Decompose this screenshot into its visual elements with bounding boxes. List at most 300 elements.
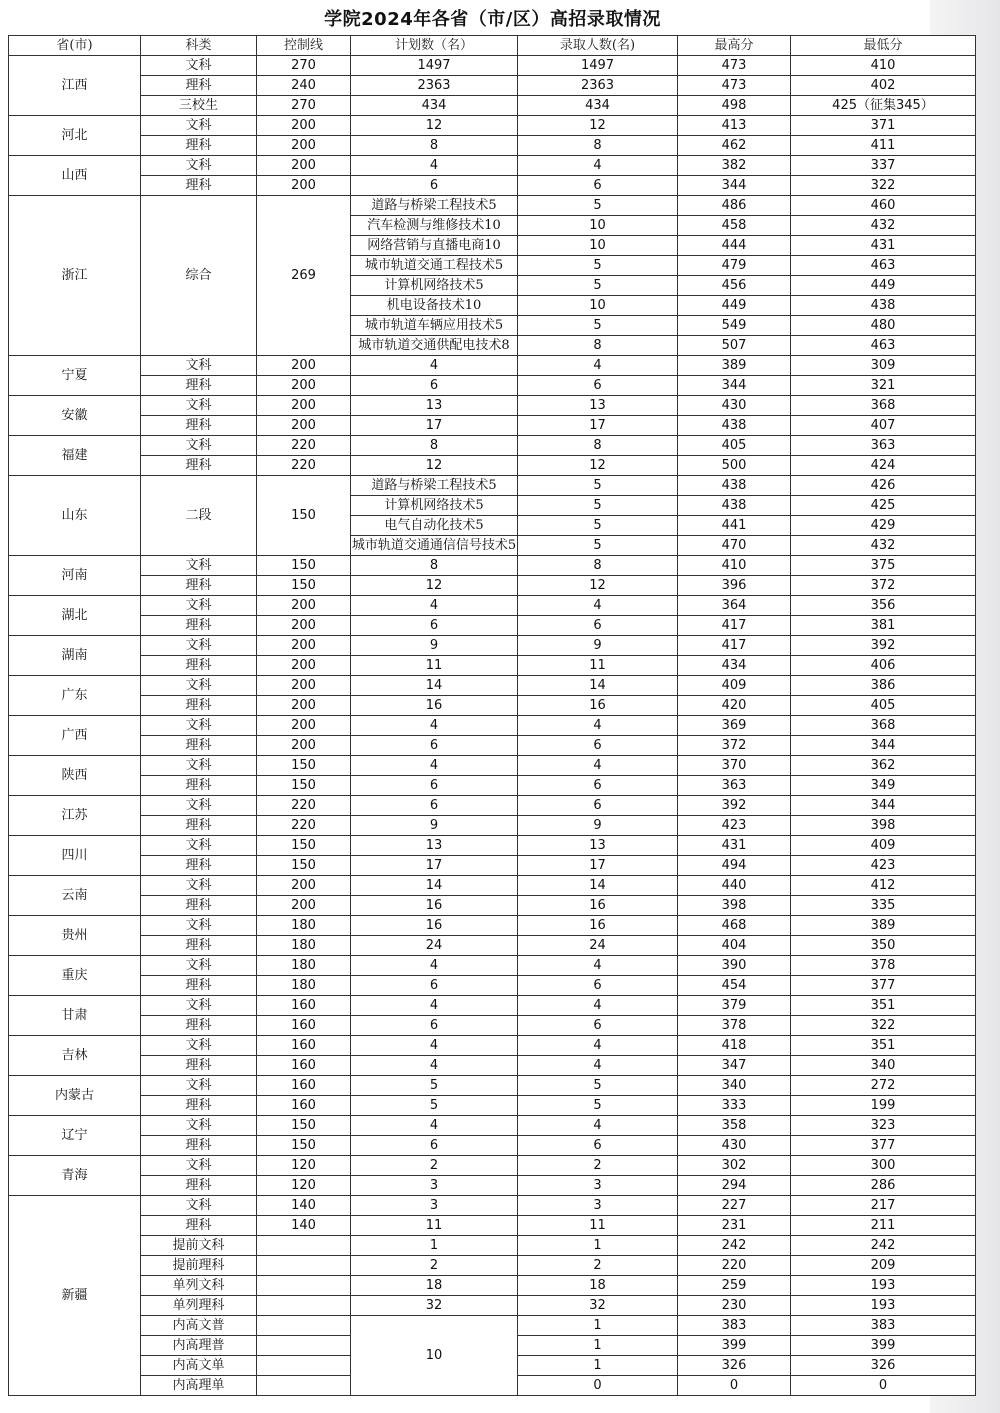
table-row: [9, 176, 976, 196]
min-score-cell: 402: [791, 76, 976, 96]
control-line-cell: 180: [257, 916, 351, 936]
admitted-cell: 8: [518, 436, 678, 456]
table-row: [9, 1136, 976, 1156]
province-name: 山东: [9, 476, 141, 556]
min-score-cell: 438: [791, 296, 976, 316]
table-row: [9, 616, 976, 636]
admitted-cell: 5: [518, 516, 678, 536]
max-score-cell: 389: [678, 356, 791, 376]
category-cell: 理科: [141, 816, 257, 836]
max-score-cell: 473: [678, 56, 791, 76]
province-name: 山西: [9, 156, 141, 196]
control-line-cell: 180: [257, 976, 351, 996]
admitted-cell: 5: [518, 276, 678, 296]
plan-cell: 9: [351, 636, 518, 656]
table-row: [9, 596, 976, 616]
category-cell: 理科: [141, 1096, 257, 1116]
control-line-cell: [257, 1376, 351, 1396]
min-score-cell: 356: [791, 596, 976, 616]
table-row: [9, 356, 976, 376]
plan-cell: 32: [351, 1296, 518, 1316]
max-score-cell: 430: [678, 1136, 791, 1156]
control-line-cell: 220: [257, 456, 351, 476]
plan-cell: 13: [351, 836, 518, 856]
major-name-cell: 机电设备技术10: [351, 296, 518, 316]
min-score-cell: 193: [791, 1276, 976, 1296]
table-row: [9, 996, 976, 1016]
max-score-cell: 0: [678, 1376, 791, 1396]
admitted-cell: 4: [518, 716, 678, 736]
admitted-cell: 6: [518, 736, 678, 756]
major-name-cell: 电气自动化技术5: [351, 516, 518, 536]
admitted-cell: 14: [518, 876, 678, 896]
max-score-cell: 438: [678, 496, 791, 516]
col-header-min-score: 最低分: [791, 36, 976, 56]
plan-cell: 12: [351, 116, 518, 136]
table-row: [9, 1016, 976, 1036]
table-row: [9, 1216, 976, 1236]
control-line-cell: 200: [257, 696, 351, 716]
table-row: [9, 656, 976, 676]
table-row: [9, 156, 976, 176]
admitted-cell: 6: [518, 1136, 678, 1156]
category-cell: 文科: [141, 1196, 257, 1216]
plan-cell: 3: [351, 1176, 518, 1196]
admitted-cell: 5: [518, 476, 678, 496]
min-score-cell: 323: [791, 1116, 976, 1136]
plan-cell: 6: [351, 616, 518, 636]
max-score-cell: 434: [678, 656, 791, 676]
admitted-cell: 18: [518, 1276, 678, 1296]
province-name: 云南: [9, 876, 141, 916]
province-name: 四川: [9, 836, 141, 876]
admitted-cell: 5: [518, 496, 678, 516]
control-line-cell: 200: [257, 676, 351, 696]
category-cell: 文科: [141, 1076, 257, 1096]
admitted-cell: 16: [518, 696, 678, 716]
table-row: [9, 136, 976, 156]
category-cell: 文科: [141, 756, 257, 776]
min-score-cell: 426: [791, 476, 976, 496]
admitted-cell: 12: [518, 576, 678, 596]
admitted-cell: 5: [518, 1076, 678, 1096]
table-row: [9, 1316, 976, 1336]
plan-cell: 16: [351, 916, 518, 936]
max-score-cell: 409: [678, 676, 791, 696]
control-line-cell: [257, 1316, 351, 1336]
plan-cell: 4: [351, 1056, 518, 1076]
max-score-cell: 358: [678, 1116, 791, 1136]
admitted-cell: 3: [518, 1176, 678, 1196]
major-name-cell: 道路与桥梁工程技术5: [351, 196, 518, 216]
category-cell: 文科: [141, 56, 257, 76]
col-header-category: 科类: [141, 36, 257, 56]
min-score-cell: 460: [791, 196, 976, 216]
control-line-cell: 200: [257, 136, 351, 156]
plan-cell: 24: [351, 936, 518, 956]
min-score-cell: 432: [791, 536, 976, 556]
category-cell: 文科: [141, 396, 257, 416]
province-name: 湖北: [9, 596, 141, 636]
province-name: 河北: [9, 116, 141, 156]
min-score-cell: 335: [791, 896, 976, 916]
max-score-cell: 470: [678, 536, 791, 556]
admitted-cell: 5: [518, 196, 678, 216]
max-score-cell: 369: [678, 716, 791, 736]
province-name: 福建: [9, 436, 141, 476]
control-line-cell: 270: [257, 56, 351, 76]
table-row: [9, 936, 976, 956]
max-score-cell: 396: [678, 576, 791, 596]
category-cell: 内高文单: [141, 1356, 257, 1376]
max-score-cell: 242: [678, 1236, 791, 1256]
admitted-cell: 4: [518, 596, 678, 616]
province-name: 甘肃: [9, 996, 141, 1036]
max-score-cell: 220: [678, 1256, 791, 1276]
min-score-cell: 209: [791, 1256, 976, 1276]
plan-cell: 5: [351, 1076, 518, 1096]
admitted-cell: 6: [518, 976, 678, 996]
category-cell: 文科: [141, 436, 257, 456]
table-row: [9, 1096, 976, 1116]
admitted-cell: 1: [518, 1356, 678, 1376]
category-cell: 文科: [141, 996, 257, 1016]
admitted-cell: 24: [518, 936, 678, 956]
min-score-cell: 480: [791, 316, 976, 336]
max-score-cell: 390: [678, 956, 791, 976]
table-row: [9, 436, 976, 456]
control-line-cell: 270: [257, 96, 351, 116]
admitted-cell: 12: [518, 456, 678, 476]
control-line-cell: 150: [257, 756, 351, 776]
max-score-cell: 378: [678, 1016, 791, 1036]
admitted-cell: 16: [518, 896, 678, 916]
min-score-cell: 425: [791, 496, 976, 516]
max-score-cell: 410: [678, 556, 791, 576]
max-score-cell: 370: [678, 756, 791, 776]
max-score-cell: 458: [678, 216, 791, 236]
admitted-cell: 13: [518, 396, 678, 416]
admitted-cell: 10: [518, 216, 678, 236]
max-score-cell: 430: [678, 396, 791, 416]
plan-cell: 6: [351, 736, 518, 756]
max-score-cell: 420: [678, 696, 791, 716]
control-line-cell: [257, 1236, 351, 1256]
category-cell: 文科: [141, 916, 257, 936]
plan-cell: 18: [351, 1276, 518, 1296]
col-header-province: 省(市): [9, 36, 141, 56]
admitted-cell: 4: [518, 1036, 678, 1056]
control-line-cell: 200: [257, 616, 351, 636]
min-score-cell: 309: [791, 356, 976, 376]
max-score-cell: 438: [678, 476, 791, 496]
province-name: 新疆: [9, 1196, 141, 1396]
province-name: 宁夏: [9, 356, 141, 396]
max-score-cell: 230: [678, 1296, 791, 1316]
admitted-cell: 9: [518, 636, 678, 656]
admitted-cell: 11: [518, 656, 678, 676]
max-score-cell: 468: [678, 916, 791, 936]
max-score-cell: 438: [678, 416, 791, 436]
max-score-cell: 500: [678, 456, 791, 476]
control-line-cell: 200: [257, 596, 351, 616]
control-line-cell: 160: [257, 996, 351, 1016]
plan-cell: 8: [351, 136, 518, 156]
min-score-cell: 386: [791, 676, 976, 696]
control-line-cell: 160: [257, 1036, 351, 1056]
min-score-cell: 372: [791, 576, 976, 596]
control-line-cell: 140: [257, 1196, 351, 1216]
control-line-cell: 160: [257, 1096, 351, 1116]
min-score-cell: 272: [791, 1076, 976, 1096]
admitted-cell: 6: [518, 776, 678, 796]
admitted-cell: 5: [518, 1096, 678, 1116]
max-score-cell: 454: [678, 976, 791, 996]
control-line-cell: [257, 1336, 351, 1356]
admitted-cell: 6: [518, 796, 678, 816]
plan-cell: 4: [351, 756, 518, 776]
admitted-cell: 1497: [518, 56, 678, 76]
table-row: [9, 916, 976, 936]
control-line-cell: 200: [257, 356, 351, 376]
min-score-cell: 424: [791, 456, 976, 476]
min-score-cell: 399: [791, 1336, 976, 1356]
table-row: [9, 196, 976, 216]
plan-cell: 13: [351, 396, 518, 416]
min-score-cell: 351: [791, 996, 976, 1016]
control-line-cell: 200: [257, 636, 351, 656]
min-score-cell: 375: [791, 556, 976, 576]
plan-cell: 12: [351, 576, 518, 596]
category-cell: 文科: [141, 716, 257, 736]
plan-cell: 17: [351, 416, 518, 436]
control-line-cell: [257, 1276, 351, 1296]
min-score-cell: 410: [791, 56, 976, 76]
plan-cell: 12: [351, 456, 518, 476]
control-line-cell: 150: [257, 836, 351, 856]
category-cell: 理科: [141, 936, 257, 956]
min-score-cell: 407: [791, 416, 976, 436]
min-score-cell: 377: [791, 1136, 976, 1156]
table-row: [9, 876, 976, 896]
max-score-cell: 441: [678, 516, 791, 536]
control-line-cell: 240: [257, 76, 351, 96]
min-score-cell: 398: [791, 816, 976, 836]
plan-cell: 1497: [351, 56, 518, 76]
plan-cell: 4: [351, 716, 518, 736]
category-cell: 理科: [141, 76, 257, 96]
table-row: [9, 456, 976, 476]
min-score-cell: 326: [791, 1356, 976, 1376]
major-name-cell: 计算机网络技术5: [351, 276, 518, 296]
category-cell: 理科: [141, 1056, 257, 1076]
admitted-cell: 4: [518, 996, 678, 1016]
min-score-cell: 378: [791, 956, 976, 976]
control-line-cell: 160: [257, 1076, 351, 1096]
plan-cell: 17: [351, 856, 518, 876]
admitted-cell: 17: [518, 416, 678, 436]
table-row: [9, 416, 976, 436]
admitted-cell: 5: [518, 256, 678, 276]
plan-cell: 10: [351, 1316, 518, 1396]
min-score-cell: 199: [791, 1096, 976, 1116]
category-cell: 文科: [141, 356, 257, 376]
max-score-cell: 392: [678, 796, 791, 816]
control-line-cell: 200: [257, 416, 351, 436]
category-cell: 提前文科: [141, 1236, 257, 1256]
max-score-cell: 449: [678, 296, 791, 316]
category-cell: 文科: [141, 1036, 257, 1056]
min-score-cell: 286: [791, 1176, 976, 1196]
table-row: [9, 376, 976, 396]
category-cell: 单列文科: [141, 1276, 257, 1296]
control-line-cell: 150: [257, 856, 351, 876]
major-name-cell: 计算机网络技术5: [351, 496, 518, 516]
min-score-cell: 432: [791, 216, 976, 236]
major-name-cell: 汽车检测与维修技术10: [351, 216, 518, 236]
admitted-cell: 434: [518, 96, 678, 116]
table-row: [9, 856, 976, 876]
category-cell: 二段: [141, 476, 257, 556]
min-score-cell: 368: [791, 716, 976, 736]
plan-cell: 8: [351, 556, 518, 576]
category-cell: 文科: [141, 1116, 257, 1136]
table-row: [9, 1296, 976, 1316]
table-row: [9, 1076, 976, 1096]
admitted-cell: 6: [518, 376, 678, 396]
plan-cell: 11: [351, 656, 518, 676]
plan-cell: 2: [351, 1256, 518, 1276]
category-cell: 文科: [141, 876, 257, 896]
major-name-cell: 城市轨道交通通信信号技术5: [351, 536, 518, 556]
category-cell: 内高理单: [141, 1376, 257, 1396]
province-name: 广东: [9, 676, 141, 716]
control-line-cell: 150: [257, 476, 351, 556]
col-header-control-line: 控制线: [257, 36, 351, 56]
admitted-cell: 2: [518, 1156, 678, 1176]
table-row: [9, 1176, 976, 1196]
admitted-cell: 4: [518, 1116, 678, 1136]
control-line-cell: [257, 1296, 351, 1316]
min-score-cell: 377: [791, 976, 976, 996]
plan-cell: 434: [351, 96, 518, 116]
major-name-cell: 城市轨道交通供配电技术8: [351, 336, 518, 356]
category-cell: 理科: [141, 376, 257, 396]
plan-cell: 4: [351, 1116, 518, 1136]
plan-cell: 6: [351, 776, 518, 796]
control-line-cell: 200: [257, 656, 351, 676]
plan-cell: 9: [351, 816, 518, 836]
max-score-cell: 549: [678, 316, 791, 336]
min-score-cell: 351: [791, 1036, 976, 1056]
plan-cell: 6: [351, 1136, 518, 1156]
control-line-cell: 150: [257, 1136, 351, 1156]
max-score-cell: 418: [678, 1036, 791, 1056]
plan-cell: 8: [351, 436, 518, 456]
control-line-cell: [257, 1256, 351, 1276]
admitted-cell: 6: [518, 616, 678, 636]
max-score-cell: 399: [678, 1336, 791, 1356]
province-name: 青海: [9, 1156, 141, 1196]
plan-cell: 4: [351, 1036, 518, 1056]
min-score-cell: 405: [791, 696, 976, 716]
admitted-cell: 5: [518, 316, 678, 336]
control-line-cell: 120: [257, 1156, 351, 1176]
min-score-cell: 423: [791, 856, 976, 876]
plan-cell: 16: [351, 896, 518, 916]
page-title: 学院2024年各省（市/区）高招录取情况: [324, 9, 661, 30]
province-name: 吉林: [9, 1036, 141, 1076]
max-score-cell: 227: [678, 1196, 791, 1216]
min-score-cell: 431: [791, 236, 976, 256]
min-score-cell: 389: [791, 916, 976, 936]
province-name: 湖南: [9, 636, 141, 676]
min-score-cell: 242: [791, 1236, 976, 1256]
table-row: [9, 556, 976, 576]
min-score-cell: 322: [791, 1016, 976, 1036]
table-row: [9, 1056, 976, 1076]
control-line-cell: 200: [257, 876, 351, 896]
plan-cell: 4: [351, 996, 518, 1016]
max-score-cell: 417: [678, 616, 791, 636]
max-score-cell: 507: [678, 336, 791, 356]
plan-cell: 6: [351, 176, 518, 196]
max-score-cell: 372: [678, 736, 791, 756]
plan-cell: 4: [351, 956, 518, 976]
control-line-cell: 220: [257, 816, 351, 836]
table-body: [9, 56, 976, 1396]
plan-cell: 4: [351, 356, 518, 376]
admitted-cell: 1: [518, 1236, 678, 1256]
control-line-cell: 200: [257, 736, 351, 756]
min-score-cell: 425（征集345）: [791, 96, 976, 116]
category-cell: 理科: [141, 1216, 257, 1236]
max-score-cell: 398: [678, 896, 791, 916]
province-name: 内蒙古: [9, 1076, 141, 1116]
control-line-cell: 150: [257, 556, 351, 576]
admitted-cell: 8: [518, 336, 678, 356]
max-score-cell: 294: [678, 1176, 791, 1196]
province-name: 陕西: [9, 756, 141, 796]
max-score-cell: 344: [678, 376, 791, 396]
category-cell: 文科: [141, 1156, 257, 1176]
max-score-cell: 340: [678, 1076, 791, 1096]
province-name: 河南: [9, 556, 141, 596]
major-name-cell: 城市轨道交通工程技术5: [351, 256, 518, 276]
admitted-cell: 8: [518, 556, 678, 576]
min-score-cell: 337: [791, 156, 976, 176]
control-line-cell: 200: [257, 896, 351, 916]
category-cell: 文科: [141, 836, 257, 856]
max-score-cell: 383: [678, 1316, 791, 1336]
min-score-cell: 371: [791, 116, 976, 136]
category-cell: 理科: [141, 1136, 257, 1156]
plan-cell: 14: [351, 876, 518, 896]
category-cell: 理科: [141, 896, 257, 916]
category-cell: 理科: [141, 1176, 257, 1196]
control-line-cell: 200: [257, 156, 351, 176]
min-score-cell: 412: [791, 876, 976, 896]
table-row: [9, 1116, 976, 1136]
admitted-cell: 6: [518, 1016, 678, 1036]
min-score-cell: 300: [791, 1156, 976, 1176]
min-score-cell: 406: [791, 656, 976, 676]
max-score-cell: 479: [678, 256, 791, 276]
min-score-cell: 321: [791, 376, 976, 396]
plan-cell: 2: [351, 1156, 518, 1176]
max-score-cell: 413: [678, 116, 791, 136]
plan-cell: 2363: [351, 76, 518, 96]
